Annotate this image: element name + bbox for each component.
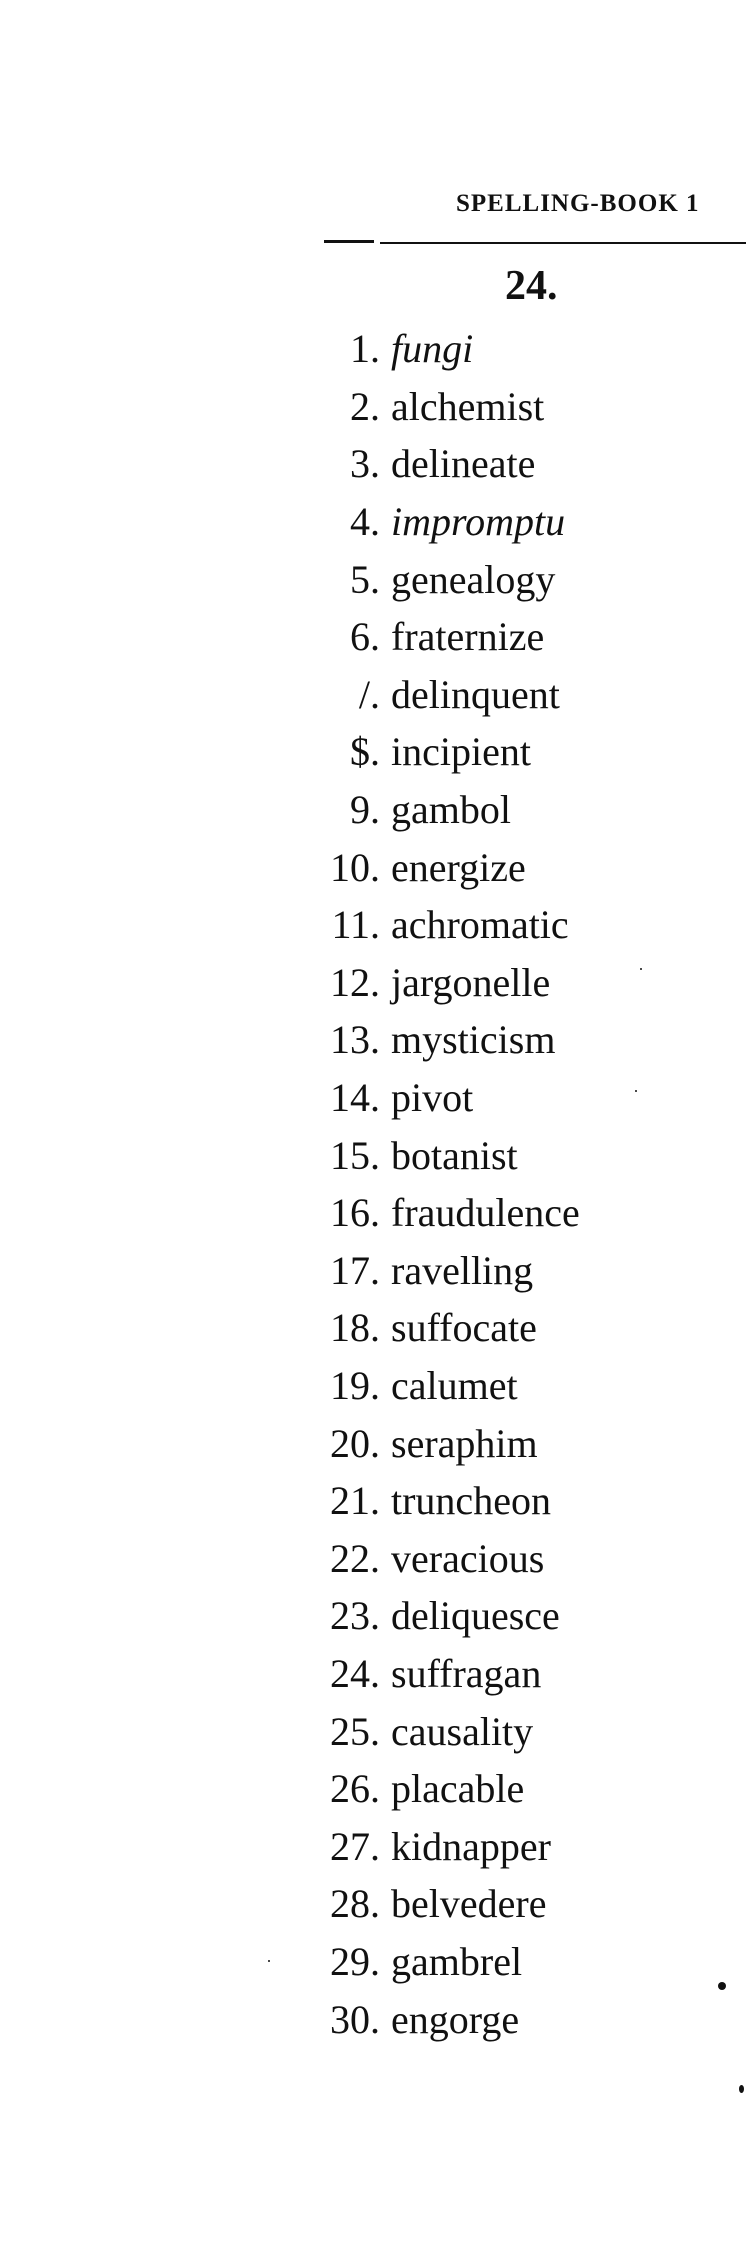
spelling-word: delineate [391,441,536,487]
item-number: 13. [330,1017,380,1063]
list-item [290,723,580,781]
ink-speck [640,968,642,970]
list-item [290,838,580,896]
spelling-word: belvedere [391,1881,547,1927]
item-number: 14. [330,1075,380,1121]
spelling-word: mysticism [391,1017,556,1063]
spelling-word: truncheon [391,1478,551,1524]
item-number: 11. [331,902,380,948]
spelling-word: incipient [391,729,531,775]
header-rule-long [380,242,746,244]
item-number: 21. [330,1478,380,1524]
item-number: 2. [350,383,380,429]
item-number: 18. [330,1305,380,1351]
item-number: 9. [350,787,380,833]
spelling-word: calumet [391,1362,518,1408]
list-item [290,1299,580,1357]
item-number: 6. [350,614,380,660]
list-item [290,1760,580,1818]
list-item [290,1817,580,1875]
item-number: 27. [330,1823,380,1869]
spelling-word-list [290,320,580,2048]
spelling-word: kidnapper [391,1823,551,1869]
list-item [290,1414,580,1472]
spelling-word: pivot [391,1075,474,1121]
ink-speck [268,1960,270,1962]
list-item [290,608,580,666]
list-item [290,1990,580,2048]
item-number: 15. [330,1132,380,1178]
item-number: 24. [330,1650,380,1696]
spelling-word: fraudulence [391,1190,580,1236]
list-item [290,1472,580,1530]
list-item [290,1069,580,1127]
spelling-word: energize [391,844,526,890]
spelling-word: deliquesce [391,1593,560,1639]
item-number: 10. [330,844,380,890]
ink-speck [635,1090,637,1092]
list-item [290,550,580,608]
list-item [290,1645,580,1703]
item-number: 17. [330,1247,380,1293]
spelling-word: suffocate [391,1305,537,1351]
item-number: 16. [330,1190,380,1236]
item-number: 20. [330,1420,380,1466]
list-item [290,1242,580,1300]
spelling-word: delinquent [391,671,560,717]
spelling-word: alchemist [391,383,545,429]
item-number: 4. [350,499,380,545]
item-number: $. [350,729,380,775]
list-item [290,1011,580,1069]
spelling-word: ravelling [391,1247,534,1293]
spelling-word: placable [391,1766,525,1812]
list-item [290,378,580,436]
item-number: 25. [330,1708,380,1754]
ink-speck [739,2085,744,2093]
spelling-word: botanist [391,1132,518,1178]
list-item [290,1529,580,1587]
list-item [290,320,580,378]
list-item [290,493,580,551]
list-item [290,1184,580,1242]
spelling-word: seraphim [391,1420,538,1466]
item-number: 3. [350,441,380,487]
spelling-word: suffragan [391,1650,542,1696]
spelling-word: engorge [391,1996,520,2042]
spelling-word: fraternize [391,614,545,660]
spelling-word: gambrel [391,1938,523,1984]
item-number: 29. [330,1938,380,1984]
list-item [290,1357,580,1415]
list-item [290,435,580,493]
spelling-word: impromptu [391,499,566,545]
item-number: 12. [330,959,380,1005]
section-number: 24. [505,263,558,309]
item-number: 30. [330,1996,380,2042]
spelling-word: causality [391,1708,534,1754]
spelling-word: achromatic [391,902,569,948]
spelling-word: fungi [391,326,474,372]
item-number: 5. [350,556,380,602]
list-item [290,1702,580,1760]
list-item [290,1875,580,1933]
spelling-word: genealogy [391,556,556,602]
list-item [290,896,580,954]
list-item [290,954,580,1012]
list-item [290,1933,580,1991]
list-item [290,1587,580,1645]
ink-speck [718,1982,726,1990]
list-item [290,666,580,724]
item-number: /. [358,671,380,717]
list-item [290,1126,580,1184]
item-number: 19. [330,1362,380,1408]
item-number: 22. [330,1535,380,1581]
item-number: 23. [330,1593,380,1639]
spelling-word: veracious [391,1535,545,1581]
item-number: 26. [330,1766,380,1812]
running-head: SPELLING-BOOK 1 [456,190,700,217]
header-rule-short [324,240,374,243]
item-number: 28. [330,1881,380,1927]
item-number: 1. [350,326,380,372]
spelling-word: jargonelle [391,959,551,1005]
list-item [290,781,580,839]
spelling-word: gambol [391,787,511,833]
